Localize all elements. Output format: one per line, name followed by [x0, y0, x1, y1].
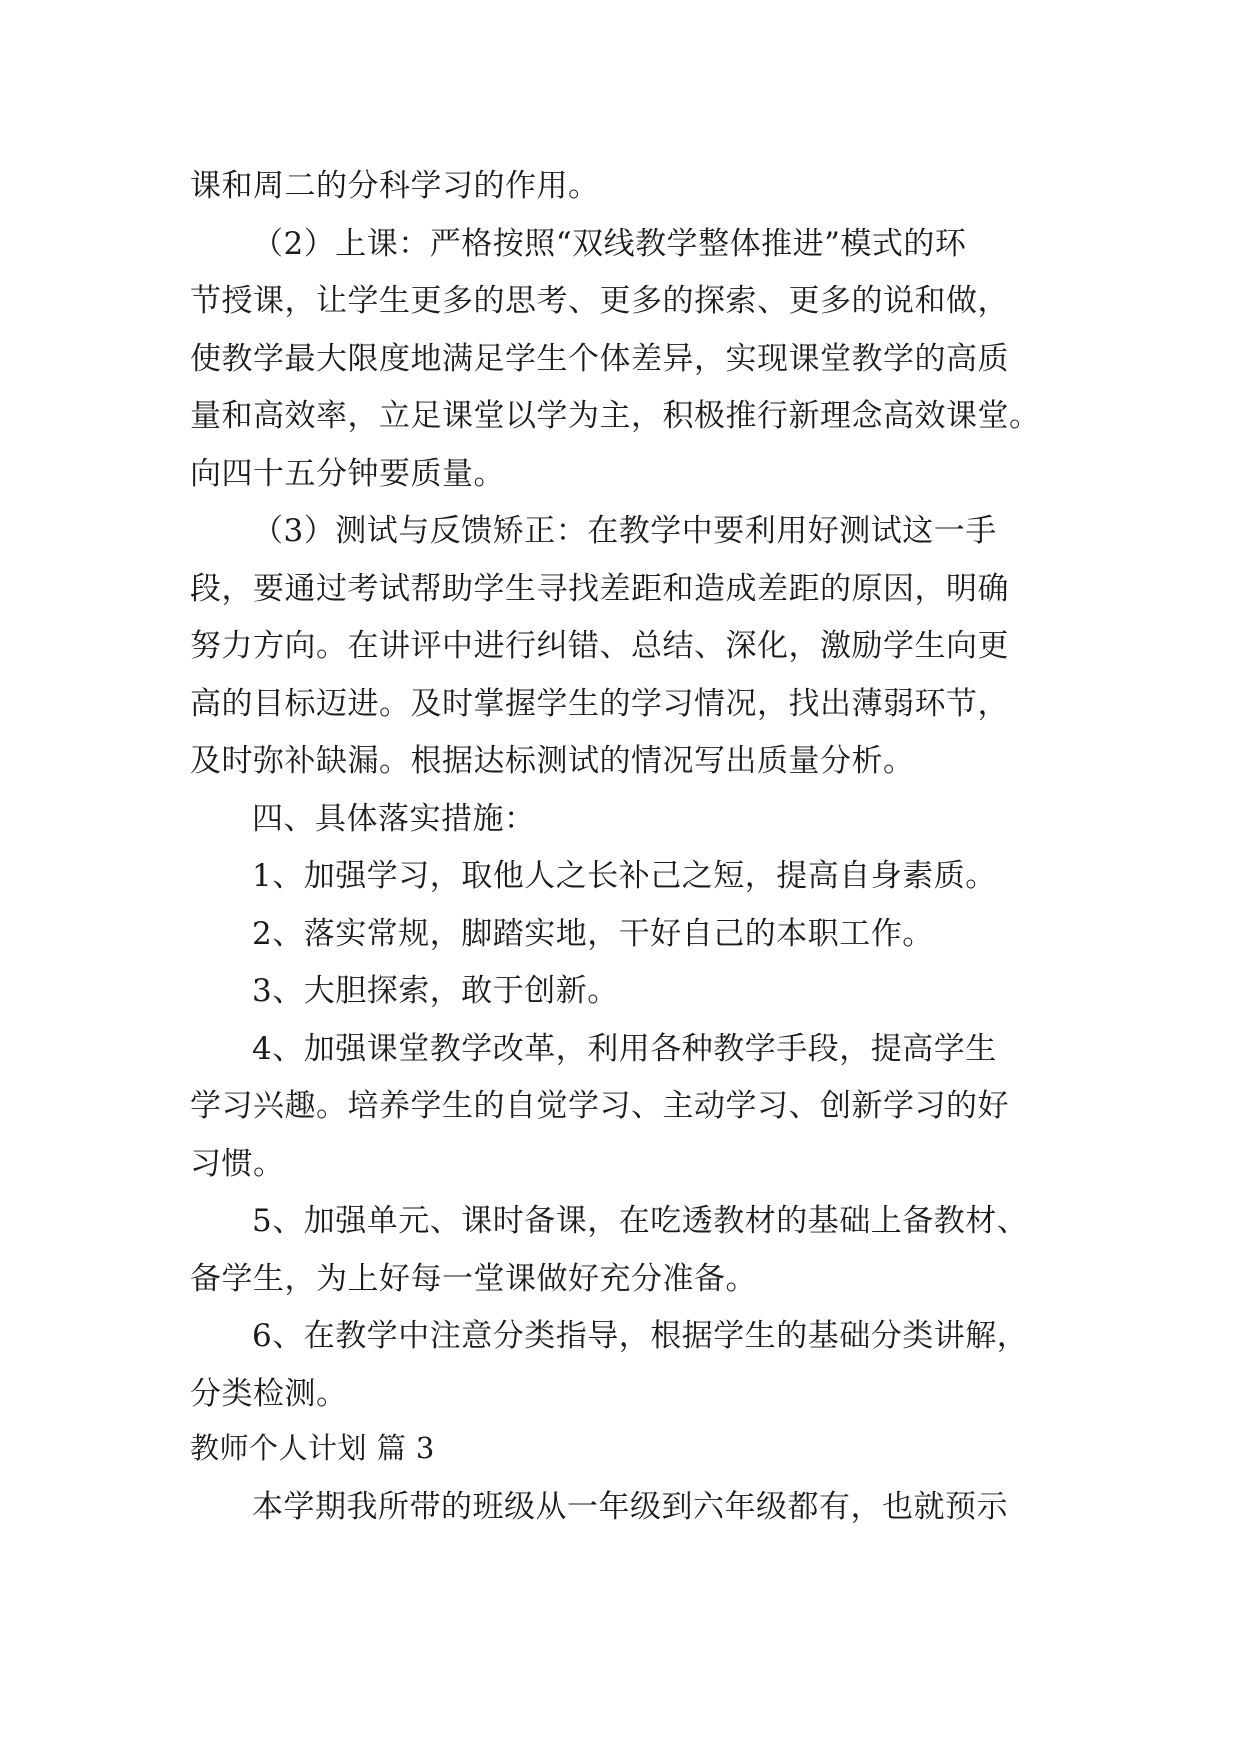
- list-item: 5、加强单元、课时备课，在吃透教材的基础上备教材、: [252, 1203, 1029, 1239]
- list-item: 3、大胆探索，敢于创新。: [252, 973, 619, 1009]
- section-heading: 四、具体落实措施：: [252, 801, 536, 837]
- text-line: 节授课，让学生更多的思考、更多的探索、更多的说和做，: [190, 283, 1009, 319]
- text-line: 使教学最大限度地满足学生个体差异，实现课堂教学的高质: [190, 341, 1009, 377]
- text-line: 学习兴趣。培养学生的自觉学习、主动学习、创新学习的好: [190, 1088, 1009, 1124]
- text-line: 量和高效率，立足课堂以学为主，积极推行新理念高效课堂。: [190, 398, 1041, 434]
- list-item: 4、加强课堂教学改革，利用各种教学手段，提高学生: [252, 1031, 997, 1067]
- text-line: 及时弥补缺漏。根据达标测试的情况写出质量分析。: [190, 743, 915, 779]
- text-line: 努力方向。在讲评中进行纠错、总结、深化，激励学生向更: [190, 628, 1009, 664]
- list-item: 1、加强学习，取他人之长补己之短，提高自身素质。: [252, 858, 997, 894]
- text-line: 习惯。: [190, 1146, 285, 1182]
- list-item: 2、落实常规，脚踏实地，干好自己的本职工作。: [252, 916, 934, 952]
- text-line: 课和周二的分科学习的作用。: [190, 168, 600, 204]
- section-title: 教师个人计划 篇 3: [190, 1431, 435, 1465]
- text-line: （3）测试与反馈矫正：在教学中要利用好测试这一手: [252, 513, 997, 549]
- text-line: （2）上课：严格按照“双线教学整体推进”模式的环: [252, 226, 967, 262]
- list-item: 6、在教学中注意分类指导，根据学生的基础分类讲解，: [252, 1318, 1029, 1354]
- text-line: 向四十五分钟要质量。: [190, 456, 505, 492]
- text-line: 本学期我所带的班级从一年级到六年级都有，也就预示: [252, 1489, 1008, 1525]
- text-line: 段，要通过考试帮助学生寻找差距和造成差距的原因，明确: [190, 571, 1009, 607]
- text-line: 备学生，为上好每一堂课做好充分准备。: [190, 1261, 757, 1297]
- text-line: 分类检测。: [190, 1376, 348, 1412]
- text-line: 高的目标迈进。及时掌握学生的学习情况，找出薄弱环节，: [190, 686, 1009, 722]
